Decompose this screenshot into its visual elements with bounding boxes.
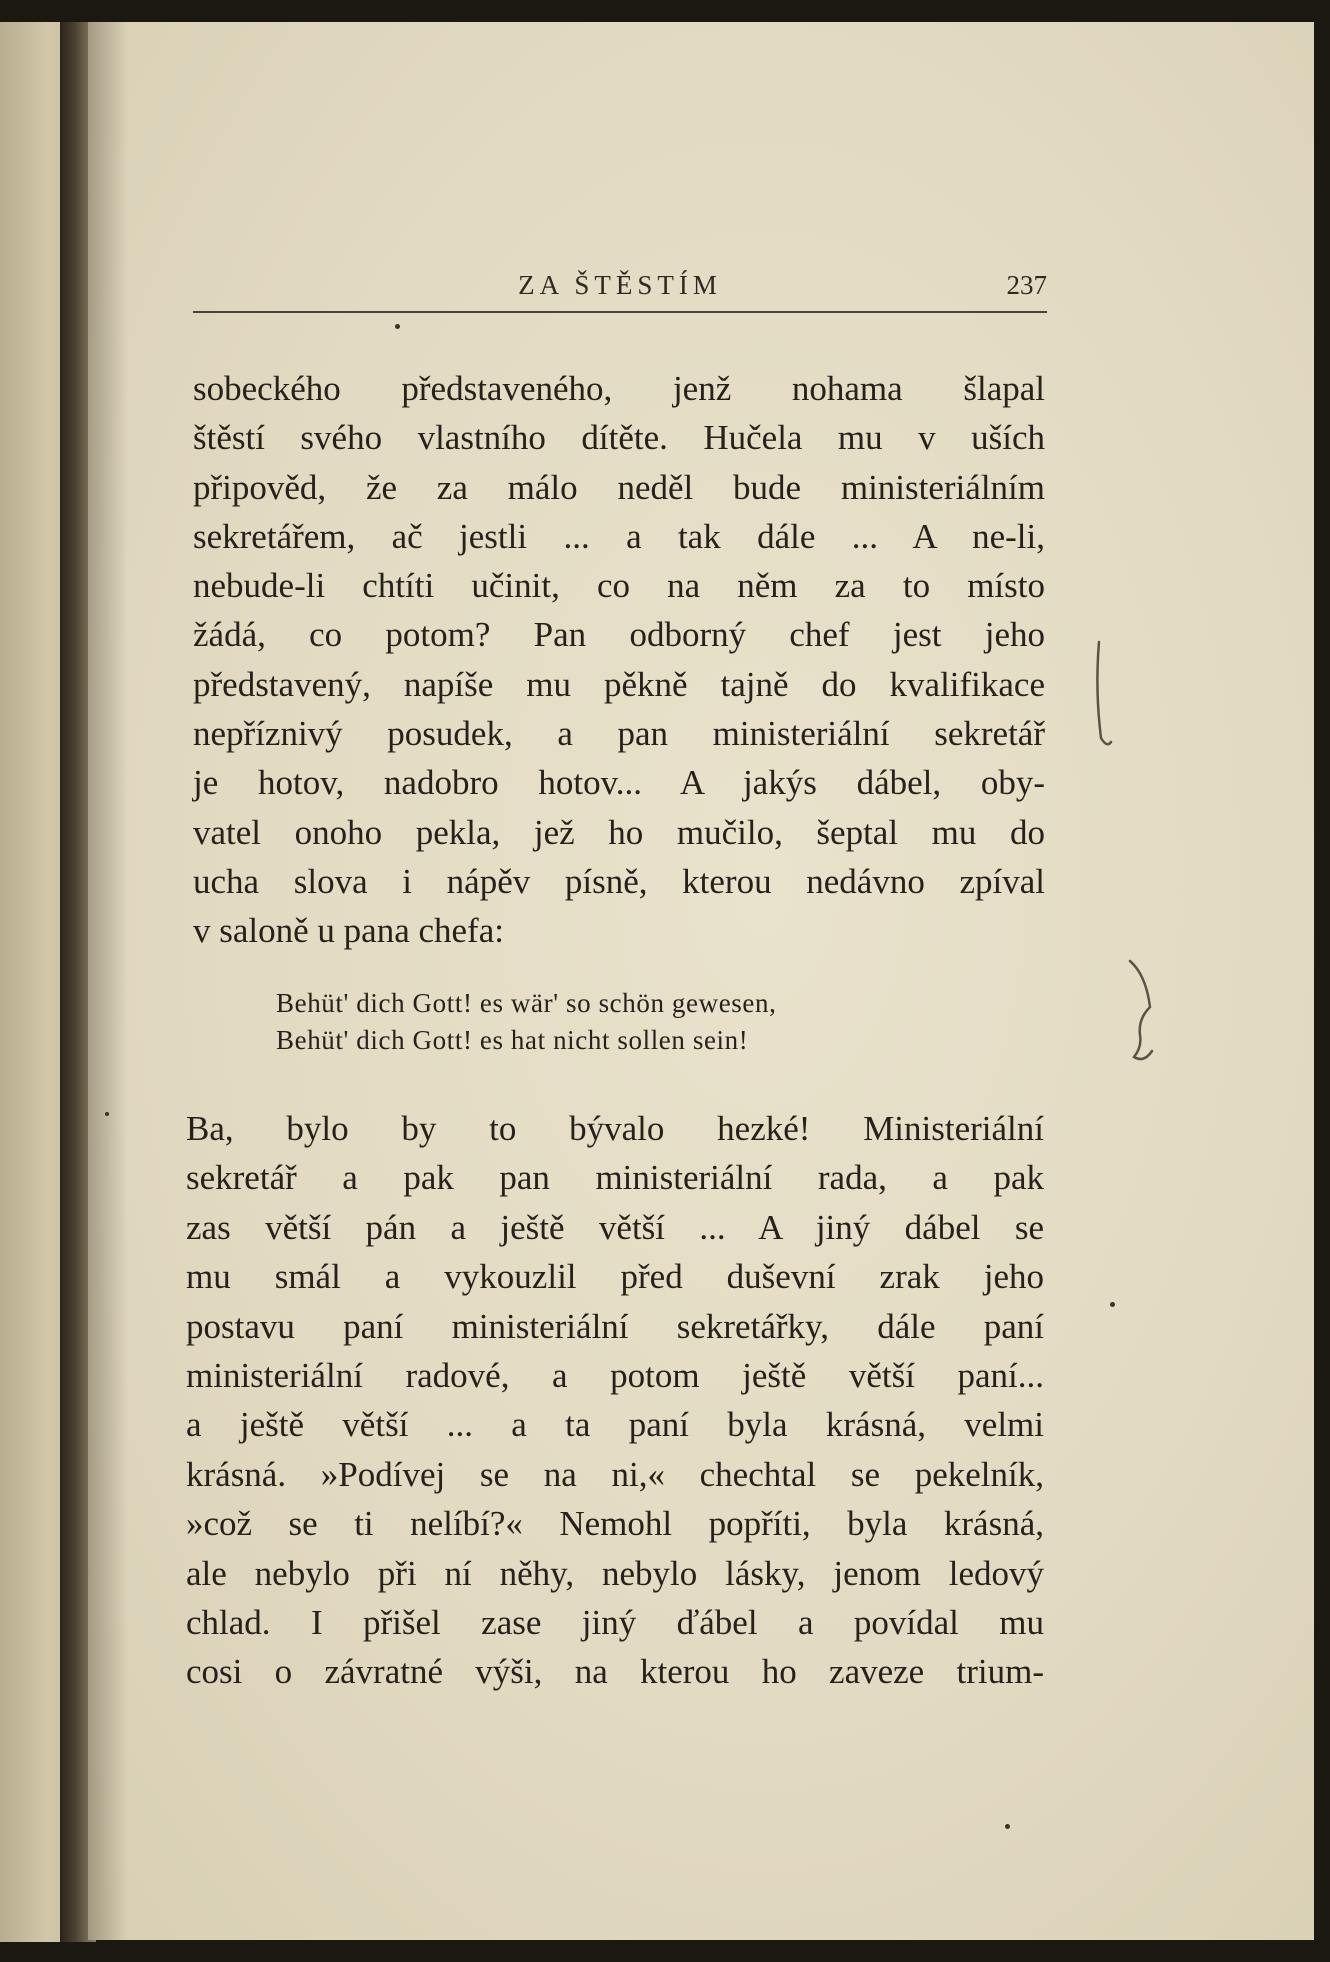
paragraph-1 bbox=[193, 364, 1045, 956]
text-line: mu smál a vykouzlil před duševní zrak jeho bbox=[186, 1257, 1044, 1297]
text-line: vatel onoho pekla, jež ho mučilo, šeptal mu do bbox=[193, 812, 1045, 852]
text-line-last: v saloně u pana chefa: bbox=[193, 911, 504, 951]
running-title: ZA ŠTĚSTÍM bbox=[518, 270, 722, 300]
text-line: ale nebylo při ní něhy, nebylo lásky, jenom ledový bbox=[186, 1553, 1044, 1593]
verse-quote bbox=[276, 985, 976, 1059]
verse-line: Behüt' dich Gott! es wär' so schön gewesen, bbox=[276, 988, 777, 1018]
paper-speck bbox=[105, 1112, 109, 1116]
text-line: sobeckého představeného, jenž nohama šlapal bbox=[193, 369, 1045, 408]
text-line: Ba, bylo by to bývalo hezké! Ministeriální bbox=[186, 1109, 1044, 1148]
paragraph-2 bbox=[186, 1104, 1044, 1697]
text-line: a ještě větší ... a ta paní byla krásná, velmi bbox=[186, 1405, 1044, 1445]
text-line: sekretářem, ač jestli ... a tak dále ... A ne-li, bbox=[193, 516, 1045, 556]
text-line: ministeriální radové, a potom ještě větší paní... bbox=[186, 1356, 1044, 1396]
verse-line: Behüt' dich Gott! es hat nicht sollen sein! bbox=[276, 1025, 749, 1055]
pencil-margin-mark-lower bbox=[1120, 955, 1170, 1085]
text-line: je hotov, nadobro hotov... A jakýs dábel, oby- bbox=[193, 763, 1045, 803]
paper-speck bbox=[1110, 1302, 1115, 1307]
text-line: připověd, že za málo neděl bude ministeriálním bbox=[193, 467, 1045, 507]
text-line: nebude-li chtíti učinit, co na něm za to místo bbox=[193, 566, 1045, 606]
text-line: sekretář a pak pan ministeriální rada, a pak bbox=[186, 1158, 1044, 1198]
text-line: ucha slova i nápěv písně, kterou nedávno zpíval bbox=[193, 861, 1045, 901]
text-line: zas větší pán a ještě větší ... A jiný dábel se bbox=[186, 1207, 1044, 1247]
page-number: 237 bbox=[1006, 270, 1047, 300]
text-line: nepříznivý posudek, a pan ministeriální sekretář bbox=[193, 714, 1045, 754]
pencil-margin-mark-upper bbox=[1085, 630, 1125, 760]
running-head bbox=[193, 266, 1047, 310]
paper-speck bbox=[1005, 1824, 1010, 1829]
page-fold-shade bbox=[88, 22, 128, 1940]
header-rule bbox=[193, 311, 1047, 313]
text-line: chlad. I přišel zase jiný ďábel a povídal mu bbox=[186, 1603, 1044, 1643]
text-line: postavu paní ministeriální sekretářky, dále paní bbox=[186, 1306, 1044, 1346]
text-line: krásná. »Podívej se na ni,« chechtal se pekelník, bbox=[186, 1454, 1044, 1494]
text-line: »což se ti nelíbí?« Nemohl popříti, byla krásná, bbox=[186, 1504, 1044, 1544]
text-line: štěstí svého vlastního dítěte. Hučela mu v uších bbox=[193, 418, 1045, 458]
text-line: žádá, co potom? Pan odborný chef jest jeho bbox=[193, 615, 1045, 655]
paper-speck bbox=[395, 324, 400, 329]
text-line: cosi o závratné výši, na kterou ho zaveze trium- bbox=[186, 1652, 1044, 1692]
text-line: představený, napíše mu pěkně tajně do kvalifikace bbox=[193, 664, 1045, 704]
